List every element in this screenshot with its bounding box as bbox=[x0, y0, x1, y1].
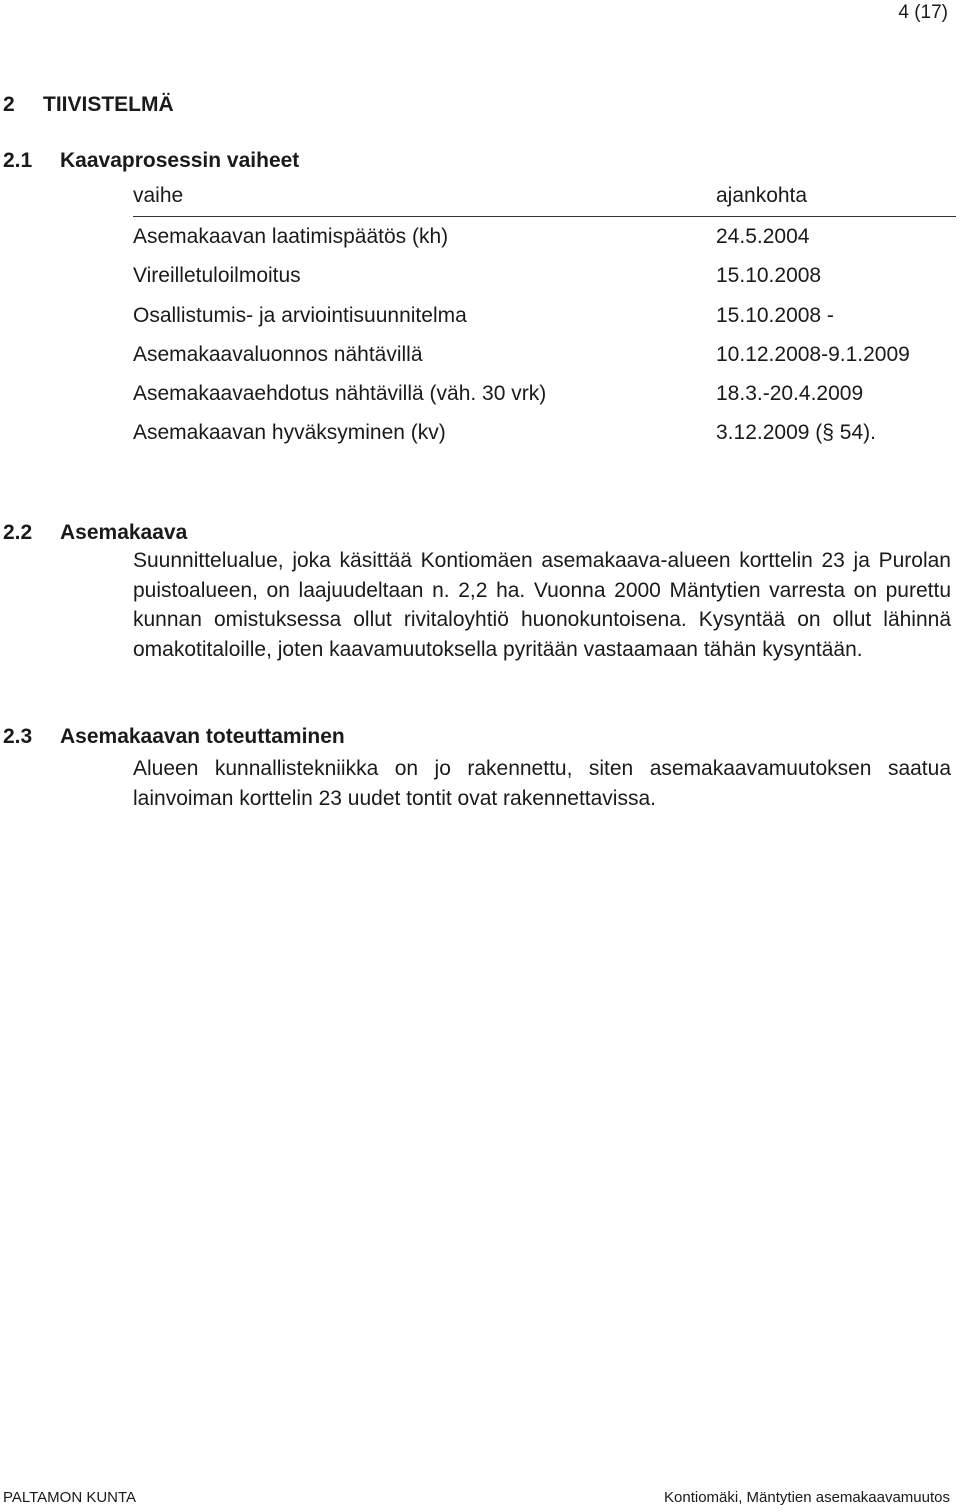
table-row bbox=[133, 256, 956, 295]
table-cell-phase: Asemakaavaluonnos nähtävillä bbox=[133, 342, 423, 366]
table-cell-date: 3.12.2009 (§ 54). bbox=[716, 421, 876, 445]
process-table bbox=[133, 180, 956, 453]
asemakaava-paragraph: Suunnittelualue, joka käsittää Kontiomäen asemakaava-alueen korttelin 23 ja Purolan puistoalueen, on laajuudeltaan n. 2,2 ha. Vuonna 2000 Mäntytien varresta on purettu kunnan omistuksessa ollut rivitaloyhtiö huonokuntoisena. Kysyntää on ollut lähinnä omakotitaloille, joten kaavamuutoksella pyritään vastaamaan tähän kysyntään. bbox=[133, 549, 951, 661]
section-2-3-heading bbox=[3, 725, 345, 749]
column-header-ajankohta: ajankohta bbox=[716, 184, 808, 207]
section-number: 2.3 bbox=[3, 725, 33, 748]
table-cell-phase: Asemakaavaehdotus nähtävillä (väh. 30 vrk) bbox=[133, 382, 547, 406]
table-cell-date: 24.5.2004 bbox=[716, 225, 810, 248]
toteuttaminen-paragraph: Alueen kunnallistekniikka on jo rakennettu, siten asemakaavamuutoksen saatua lainvoiman korttelin 23 uudet tontit ovat rakennettavissa. bbox=[133, 757, 951, 810]
section-2-1-heading bbox=[3, 149, 300, 173]
page-number: 4 (17) bbox=[898, 2, 948, 23]
table-header bbox=[133, 180, 956, 217]
table-row bbox=[133, 335, 956, 374]
section-title: Asemakaavan toteuttaminen bbox=[60, 725, 345, 748]
table-row bbox=[133, 217, 956, 256]
table-row bbox=[133, 296, 956, 335]
footer-right: Kontiomäki, Mäntytien asemakaavamuutos bbox=[664, 1489, 950, 1506]
table-cell-date: 15.10.2008 bbox=[716, 264, 822, 288]
section-2-heading bbox=[3, 93, 174, 117]
table-cell-phase: Asemakaavan hyväksyminen (kv) bbox=[133, 421, 446, 445]
section-number: 2 bbox=[3, 93, 15, 116]
table-cell-date: 15.10.2008 - bbox=[716, 303, 834, 327]
column-header-vaihe: vaihe bbox=[133, 184, 184, 207]
table-cell-date: 10.12.2008-9.1.2009 bbox=[716, 342, 910, 366]
table-cell-phase: Vireilletuloilmoitus bbox=[133, 264, 301, 288]
section-number: 2.1 bbox=[3, 149, 33, 172]
section-number: 2.2 bbox=[3, 521, 33, 544]
section-title: Asemakaava bbox=[60, 521, 188, 544]
table-cell-phase: Asemakaavan laatimispäätös (kh) bbox=[133, 225, 449, 248]
section-title: Kaavaprosessin vaiheet bbox=[60, 149, 300, 172]
table-cell-phase: Osallistumis- ja arviointisuunnitelma bbox=[133, 303, 467, 327]
footer-left: PALTAMON KUNTA bbox=[3, 1489, 137, 1506]
table-row bbox=[133, 374, 956, 413]
table-cell-date: 18.3.-20.4.2009 bbox=[716, 382, 864, 406]
section-2-2-heading bbox=[3, 521, 188, 545]
section-title: TIIVISTELMÄ bbox=[43, 93, 174, 116]
table-row bbox=[133, 413, 956, 452]
